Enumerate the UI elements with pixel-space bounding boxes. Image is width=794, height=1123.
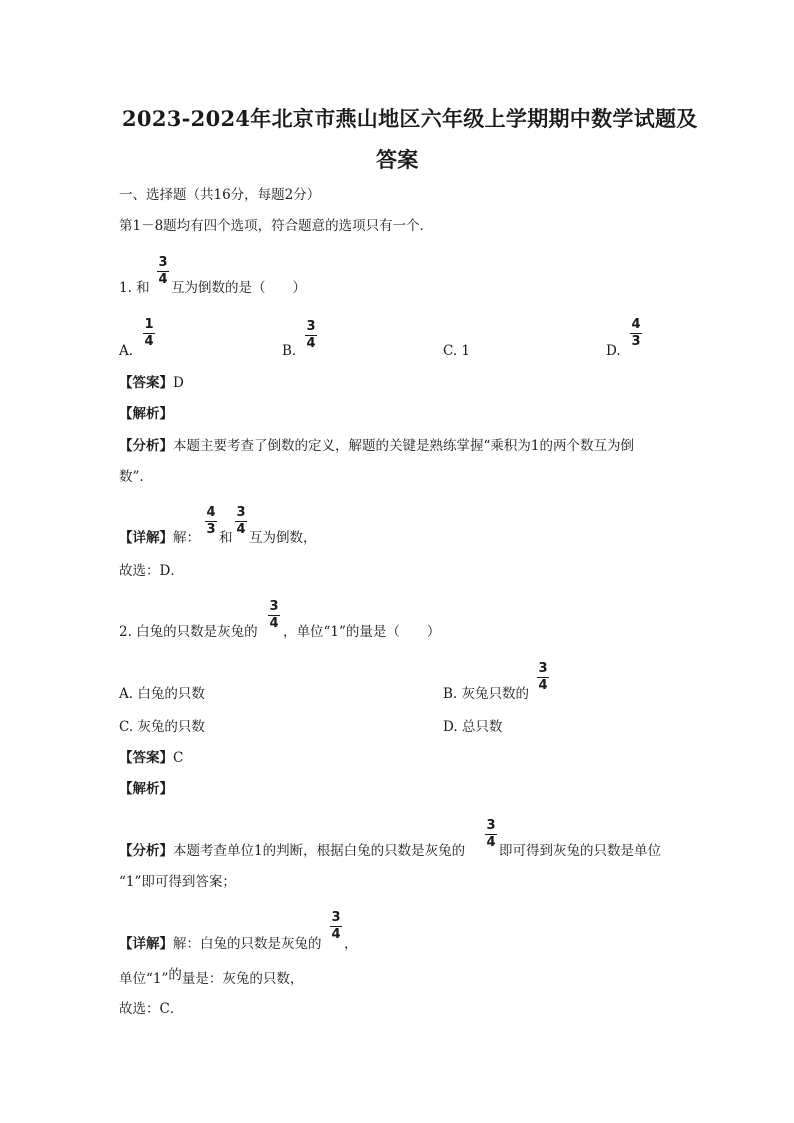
q1-xiangjie [119,529,200,547]
q1-option-b: B. [282,343,297,359]
section-heading: 一、选择题（共16分，每题2分） [119,187,321,203]
q2-option-b: B. 灰兔只数的 [443,686,530,702]
q1-xiangjie-mid: 和 [219,530,233,546]
answer-label: 【答案】 [119,375,173,391]
instruction: 第1－8题均有四个选项，符合题意的选项只有一个． [119,218,434,234]
q2-fraction: 3 4 [269,599,279,631]
q2-fenxi [119,842,465,860]
q2-fenxi-line2: “1”即可得到答案； [119,874,236,890]
q1-option-a: A. [119,343,134,359]
q1-option-a-fraction: 1 4 [144,317,154,349]
q2-fenxi-text2: 即可得到灰兔的只数是单位 [499,843,661,859]
q2-xiangjie [119,935,322,953]
q1-analysis-label: 【解析】 [119,406,173,422]
q1-xiangjie-fraction-1: 4 3 [206,505,216,537]
q2-suffix: ，单位“1”的量是（ ） [283,624,441,640]
unit-b: 的 [168,967,182,983]
q2-conclusion: 故选：C． [119,1001,184,1017]
xiangjie-label: 【详解】 [119,530,173,546]
fenxi-label: 【分析】 [119,438,173,454]
q2-analysis-label: 【解析】 [119,781,173,797]
q1-xiangjie-fraction-2: 3 4 [236,505,246,537]
q2-xiangjie-suffix: ， [344,936,358,952]
page-title-continued: 答案 [376,147,419,172]
answer-label: 【答案】 [119,750,173,766]
q1-fenxi [119,437,634,455]
q2-prefix: 2. 白兔的只数是灰兔的 [119,624,258,640]
fenxi-label: 【分析】 [119,843,173,859]
q2-option-a: A. 白兔的只数 [119,686,205,702]
q1-option-b-fraction: 3 4 [306,319,316,351]
q1-conclusion: 故选：D． [119,563,184,579]
q2-option-d: D. 总只数 [443,719,503,735]
answer-value: C [173,750,184,766]
q1-option-d-fraction: 4 3 [631,317,641,349]
q2-unit-line [119,967,304,988]
page-title: 2023-2024年北京市燕山地区六年级上学期期中数学试题及 [122,106,698,131]
q2-fenxi-fraction: 3 4 [486,818,496,850]
q1-fenxi-line2: 数”. [119,469,144,485]
q1-prefix: 1. 和 [119,280,150,296]
q1-suffix: 互为倒数的是（ ） [171,280,306,296]
fenxi-text: 本题主要考查了倒数的定义，解题的关键是熟练掌握“乘积为1的两个数互为倒 [173,438,634,454]
q1-option-d: D. [606,343,621,359]
q1-xiangjie-suffix: 互为倒数， [249,530,317,546]
q2-xiangjie-fraction: 3 4 [331,910,341,942]
xiangjie-text: 解：白兔的只数是灰兔的 [173,936,322,952]
q1-fraction: 3 4 [158,255,168,287]
q2-answer [119,749,183,767]
q2-option-b-fraction: 3 4 [538,661,548,693]
q2-option-c: C. 灰兔的只数 [119,719,205,735]
xiangjie-label: 【详解】 [119,936,173,952]
q1-option-c: C. 1 [443,343,471,359]
q1-answer [119,374,184,392]
xiangjie-prefix: 解： [173,530,200,546]
unit-c: 量是：灰兔的只数， [181,971,304,987]
fenxi-text: 本题考查单位1的判断，根据白兔的只数是灰兔的 [173,843,466,859]
unit-a: 单位“1” [119,971,169,987]
answer-value: D [173,375,184,391]
